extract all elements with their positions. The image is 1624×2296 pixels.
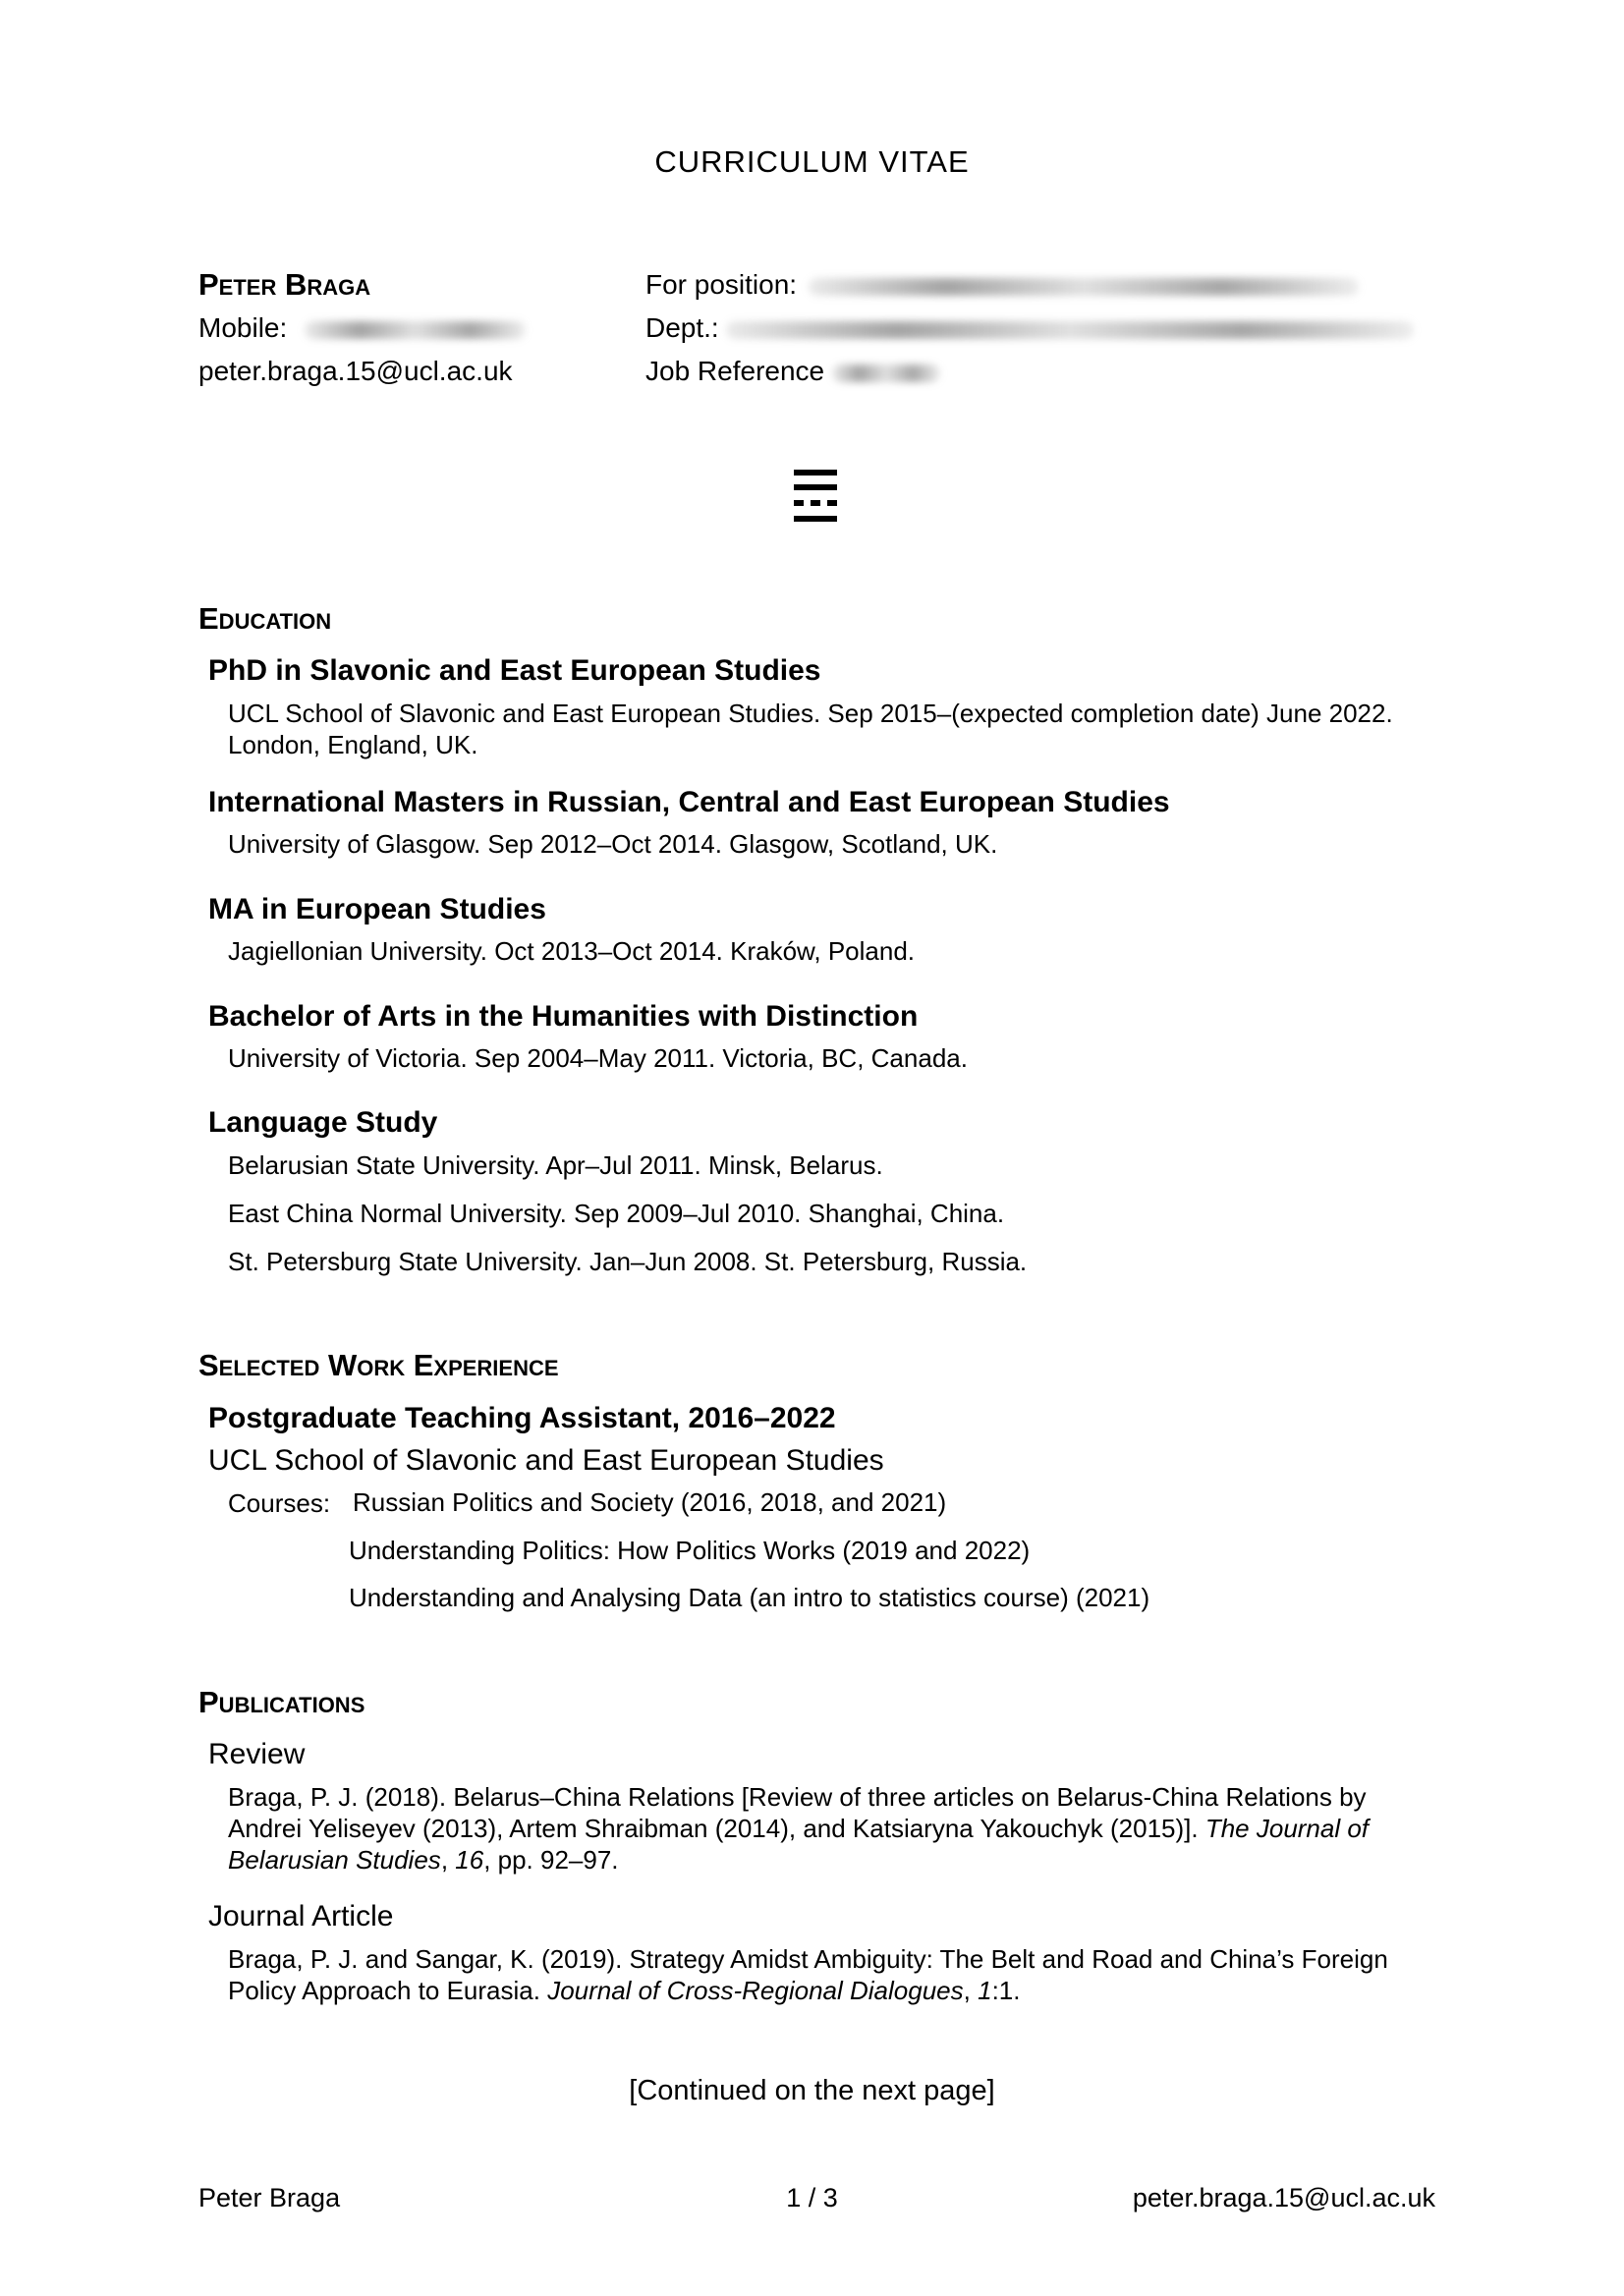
section-publications-heading: Publications bbox=[198, 1685, 365, 1719]
position-row bbox=[645, 263, 1414, 307]
candidate-name: Peter Braga bbox=[198, 267, 371, 302]
section-work-heading: Selected Work Experience bbox=[198, 1348, 559, 1382]
section-education-heading: Education bbox=[198, 601, 332, 636]
position-block bbox=[645, 263, 1414, 393]
dept-row bbox=[645, 307, 1414, 350]
continued-note: [Continued on the next page] bbox=[629, 2075, 995, 2106]
redacted-jobref bbox=[832, 364, 940, 382]
language-study-detail: East China Normal University. Sep 2009–Jul 2010. Shanghai, China. bbox=[228, 1199, 1005, 1228]
work-organization: UCL School of Slavonic and East European Studies bbox=[208, 1444, 884, 1477]
degree-detail: UCL School of Slavonic and East European Studies. Sep 2015–(expected completion date) June 2022. London, England, UK. bbox=[228, 699, 1393, 759]
email-address: peter.braga.15@ucl.ac.uk bbox=[198, 356, 513, 386]
mobile-row bbox=[198, 307, 526, 350]
course-item: Understanding Politics: How Politics Works (2019 and 2022) bbox=[349, 1536, 1031, 1565]
article-heading: Journal Article bbox=[208, 1900, 394, 1932]
degree-detail: University of Glasgow. Sep 2012–Oct 2014. Glasgow, Scotland, UK. bbox=[228, 829, 998, 859]
redacted-mobile bbox=[305, 321, 526, 339]
dept-label: Dept.: bbox=[645, 312, 719, 343]
work-role: Postgraduate Teaching Assistant, 2016–2022 bbox=[208, 1402, 836, 1434]
redacted-position bbox=[809, 278, 1359, 296]
page-number: 1 / 3 bbox=[786, 2183, 838, 2212]
mobile-label: Mobile: bbox=[198, 312, 288, 343]
decorative-divider-icon bbox=[792, 468, 839, 525]
courses-label: Courses: bbox=[228, 1488, 331, 1518]
language-study-detail: St. Petersburg State University. Jan–Jun 2008. St. Petersburg, Russia. bbox=[228, 1247, 1028, 1276]
footer-name: Peter Braga bbox=[198, 2183, 341, 2212]
jobref-row bbox=[645, 350, 1414, 393]
degree-title: International Masters in Russian, Central and East European Studies bbox=[208, 786, 1170, 818]
degree-title: Bachelor of Arts in the Humanities with Distinction bbox=[208, 1000, 919, 1033]
course-item: Understanding and Analysing Data (an intro to statistics course) (2021) bbox=[349, 1583, 1150, 1612]
contact-block bbox=[198, 263, 526, 393]
degree-detail: University of Victoria. Sep 2004–May 2011. Victoria, BC, Canada. bbox=[228, 1043, 968, 1073]
review-citation: Braga, P. J. (2018). Belarus–China Relations [Review of three articles on Belarus-China Relations by Andrei Yeliseyev (2013), Artem Shraibman (2014), and Katsiaryna Yakouchyk (2015)]. The Journal of Belarusian Studies, 16, pp. 92–97. bbox=[228, 1782, 1370, 1875]
article-citation: Braga, P. J. and Sangar, K. (2019). Strategy Amidst Ambiguity: The Belt and Road and China’s Foreign Policy Approach to Eurasia. Journal of Cross-Regional Dialogues, 1:1. bbox=[228, 1944, 1388, 2005]
position-label: For position: bbox=[645, 269, 798, 300]
document-title: CURRICULUM VITAE bbox=[654, 144, 970, 179]
course-item: Russian Politics and Society (2016, 2018, and 2021) bbox=[353, 1487, 947, 1517]
redacted-dept bbox=[726, 321, 1414, 339]
jobref-label: Job Reference bbox=[645, 356, 825, 386]
degree-title: MA in European Studies bbox=[208, 893, 546, 925]
footer-email: peter.braga.15@ucl.ac.uk bbox=[1132, 2183, 1435, 2212]
degree-detail: Jagiellonian University. Oct 2013–Oct 2014. Kraków, Poland. bbox=[228, 936, 916, 966]
language-study-detail: Belarusian State University. Apr–Jul 2011. Minsk, Belarus. bbox=[228, 1150, 883, 1180]
degree-title: Language Study bbox=[208, 1106, 438, 1139]
degree-title: PhD in Slavonic and East European Studies bbox=[208, 654, 821, 687]
review-heading: Review bbox=[208, 1738, 306, 1770]
